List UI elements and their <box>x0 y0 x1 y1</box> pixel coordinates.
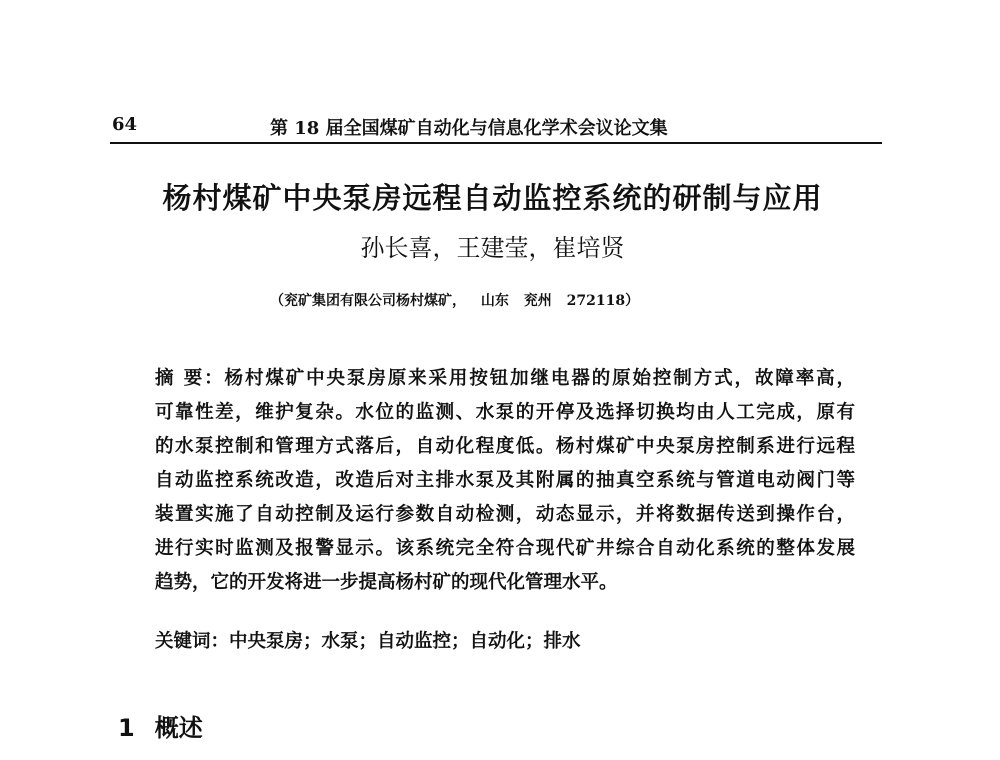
abstract-label: 摘 要： <box>155 368 225 389</box>
section-heading <box>118 708 203 743</box>
paper-title: 杨村煤矿中央泵房远程自动监控系统的研制与应用 <box>162 181 823 215</box>
abstract-line: 的水泵控制和管理方式落后，自动化程度低。杨村煤矿中央泵房控制系进行远程 <box>155 436 855 457</box>
page-number: 64 <box>112 114 138 135</box>
abstract-line <box>155 364 855 390</box>
section-number: 1 <box>118 714 135 742</box>
abstract-line: 趋势，它的开发将进一步提高杨村矿的现代化管理水平。 <box>155 572 618 593</box>
abstract-line: 自动监控系统改造，改造后对主排水泵及其附属的抽真空系统与管道电动阀门等 <box>155 470 855 491</box>
keywords-label: 关键词： <box>155 631 230 652</box>
keywords <box>155 627 581 653</box>
abstract-text: 杨村煤矿中央泵房原来采用按钮加继电器的原始控制方式，故障率高， <box>224 368 855 389</box>
running-header: 第 18 届全国煤矿自动化与信息化学术会议论文集 <box>270 118 668 139</box>
keywords-text: 中央泵房；水泵；自动监控；自动化；排水 <box>229 631 581 652</box>
abstract-line: 可靠性差，维护复杂。水位的监测、水泵的开停及选择切换均由人工完成，原有 <box>155 402 855 423</box>
paper-affiliation: （兖矿集团有限公司杨村煤矿， 山东 兖州 272118） <box>270 293 640 309</box>
header-rule <box>110 142 882 144</box>
abstract-line: 进行实时监测及报警显示。该系统完全符合现代矿井综合自动化系统的整体发展 <box>155 538 855 559</box>
section-title: 概述 <box>154 714 203 742</box>
abstract-line: 装置实施了自动控制及运行参数自动检测，动态显示，并将数据传送到操作台， <box>155 504 855 525</box>
paper-authors: 孙长喜，王建莹，崔培贤 <box>360 234 625 262</box>
